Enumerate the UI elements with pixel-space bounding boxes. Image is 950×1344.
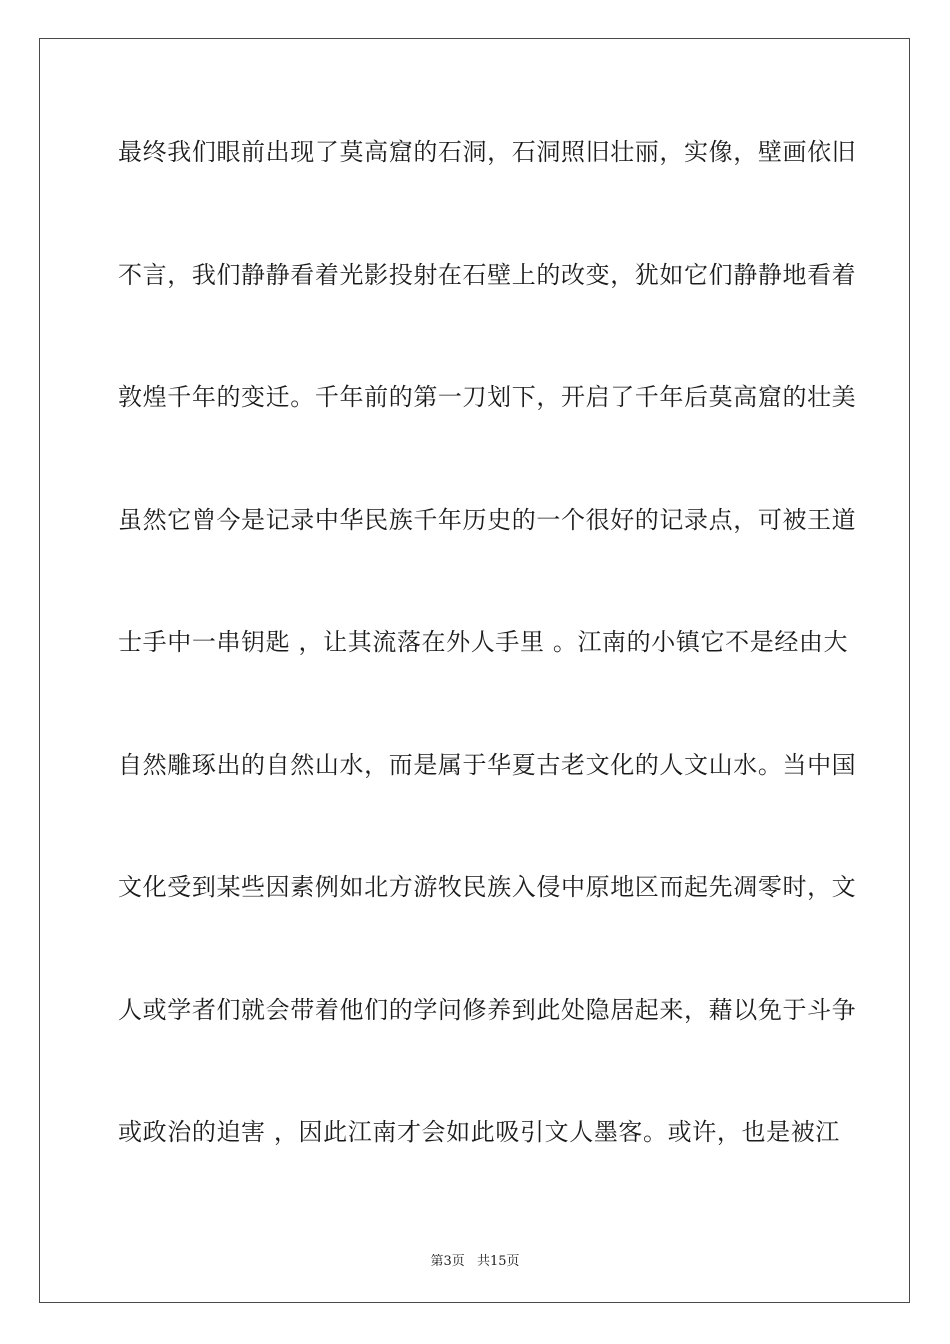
text-line-9: 或 政 治 的 迫 害 ， 因 此 江 南 才 会 如 此 吸 引 文 人 墨 客 。 或 许 ， 也 是 被 江 (118, 1118, 840, 1146)
body-text (118, 128, 857, 1231)
text-line-2: 不 言 ， 我 们 静 静 看 着 光 影 投 射 在 石 壁 上 的 改 变 ， 犹 如 它 们 静 静 地 看 着 (118, 260, 857, 289)
text-line-4: 虽 然 它 曾 今 是 记 录 中 华 民 族 千 年 历 史 的 一 个 很 好 的 记 录 点 ， 可 被 王 道 (118, 505, 857, 534)
page-number: 第3页 (430, 1254, 465, 1269)
page-footer (0, 1250, 950, 1269)
page-total: 共15页 (476, 1254, 520, 1269)
text-line-6: 自 然 雕 琢 出 的 自 然 山 水 ， 而 是 属 于 华 夏 古 老 文 化 的 人 文 山 水 。 当 中 国 (118, 750, 857, 779)
text-line-3: 敦 煌 千 年 的 变 迁 。 千 年 前 的 第 一 刀 划 下 ， 开 启 了 千 年 后 莫 高 窟 的 壮 美 (118, 383, 857, 411)
text-line-5: 士 手 中 一 串 钥 匙 ， 让 其 流 落 在 外 人 手 里 。 江 南 的 小 镇 它 不 是 经 由 大 (118, 628, 849, 656)
text-line-7: 文 化 受 到 某 些 因 素 例 如 北 方 游 牧 民 族 入 侵 中 原 地 区 而 起 先 凋 零 时 ， 文 (118, 873, 857, 901)
text-line-1: 最 终 我 们 眼 前 出 现 了 莫 高 窟 的 石 洞 ， 石 洞 照 旧 壮 丽 ， 实 像 ， 壁 画 依 旧 (118, 138, 857, 166)
text-line-8: 人 或 学 者 们 就 会 带 着 他 们 的 学 问 修 养 到 此 处 隐 居 起 来 ， 藉 以 免 于 斗 争 (118, 995, 857, 1024)
